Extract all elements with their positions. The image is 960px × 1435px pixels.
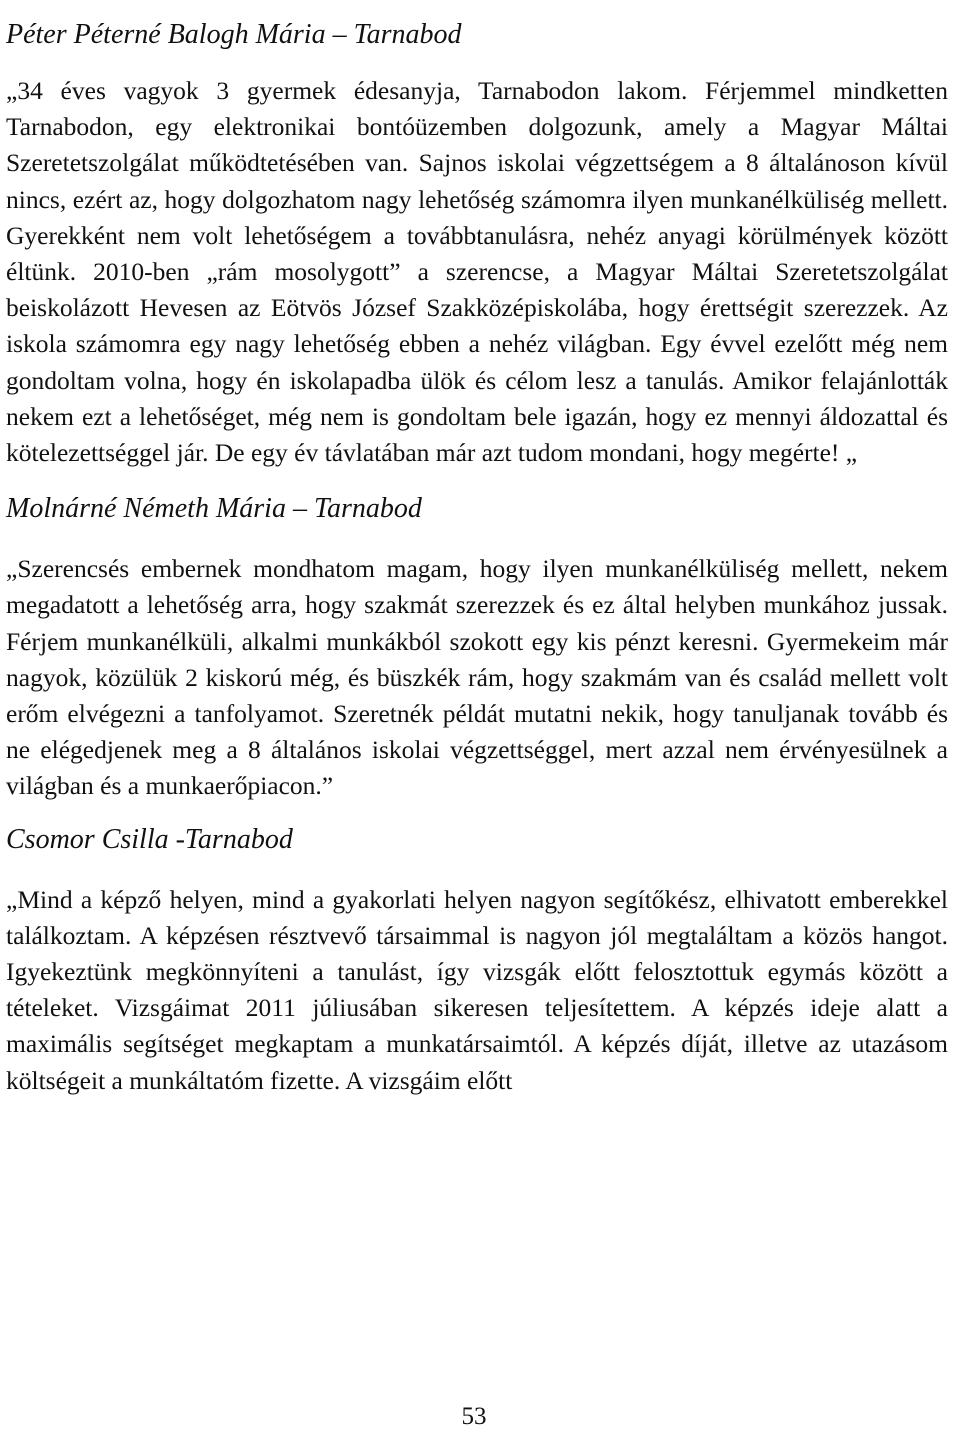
testimonial-text-2: „Szerencsés embernek mondhatom magam, hogy ilyen munkanélküliség mellett, nekem megadatott a lehetőség arra, hogy szakmát szerezzek és ez által helyben munkához jussak. Férjem munkanélküli, alkalmi munkákból szokott egy kis pénzt keresni. Gyermekeim már nagyok, közülük 2 kiskorú még, és büszkék rám, hogy szakmám van és család mellett volt erőm elvégezni a tanfolyamot. Szeretnék példát mutatni nekik, hogy tanuljanak tovább és ne elégedjenek meg a 8 általános iskolai végzettséggel, mert azzal nem érvényesülnek a világban és a munkaerőpiacon.” [6, 554, 948, 801]
testimonial-section-1 [6, 17, 948, 471]
testimonial-text-3: „Mind a képző helyen, mind a gyakorlati helyen nagyon segítőkész, elhivatott emberekkel találkoztam. A képzésen résztvevő társaimmal is nagyon jól megtaláltam a közös hangot. Igyekeztünk megkönnyíteni a tanulást, így vizsgák előtt felosztottuk egymás között a tételeket. Vizsgáimat 2011 júliusában sikeresen teljesítettem. A képzés ideje alatt a maximális segítséget megkaptam a munkatársaimtól. A képzés díját, illetve az utazásom költségeit a munkáltatóm fizette. A vizsgáim előtt [6, 884, 948, 1095]
testimonial-heading-1: Péter Péterné Balogh Mária – Tarnabod [6, 19, 462, 50]
testimonial-text-1: „34 éves vagyok 3 gyermek édesanyja, Tarnabodon lakom. Férjemmel mindketten Tarnabodon, egy elektronikai bontóüzemben dolgozunk, amely a Magyar Máltai Szeretetszolgálat működtetésében van. Sajnos iskolai végzettségem a 8 általánoson kívül nincs, ezért az, hogy dolgozhatom nagy lehetőség számomra ilyen munkanélküliség mellett. Gyerekként nem volt lehetőségem a továbbtanulásra, nehéz anyagi körülmények között éltünk. 2010-ben „rám mosolygott” a szerencse, a Magyar Máltai Szeretetszolgálat beiskolázott Hevesen az Eötvös József Szakközépiskolába, hogy érettségit szerezzek. Az iskola számomra egy nagy lehetőség ebben a nehéz világban. Egy évvel ezelőtt még nem gondoltam volna, hogy én iskolapadba ülök és célom lesz a tanulás. Amikor felajánlották nekem ezt a lehetőséget, még nem is gondoltam bele igazán, hogy ez mennyi áldozattal és kötelezettséggel jár. De egy év távlatában már azt tudom mondani, hogy megérte! „ [6, 76, 948, 468]
testimonial-section-2 [6, 491, 948, 804]
document-page [6, 0, 948, 1099]
testimonial-heading-3: Csomor Csilla -Tarnabod [6, 823, 293, 855]
testimonial-heading-2: Molnárné Németh Mária – Tarnabod [6, 493, 422, 525]
testimonial-section-3 [6, 822, 948, 1099]
page-number: 53 [461, 1403, 487, 1430]
